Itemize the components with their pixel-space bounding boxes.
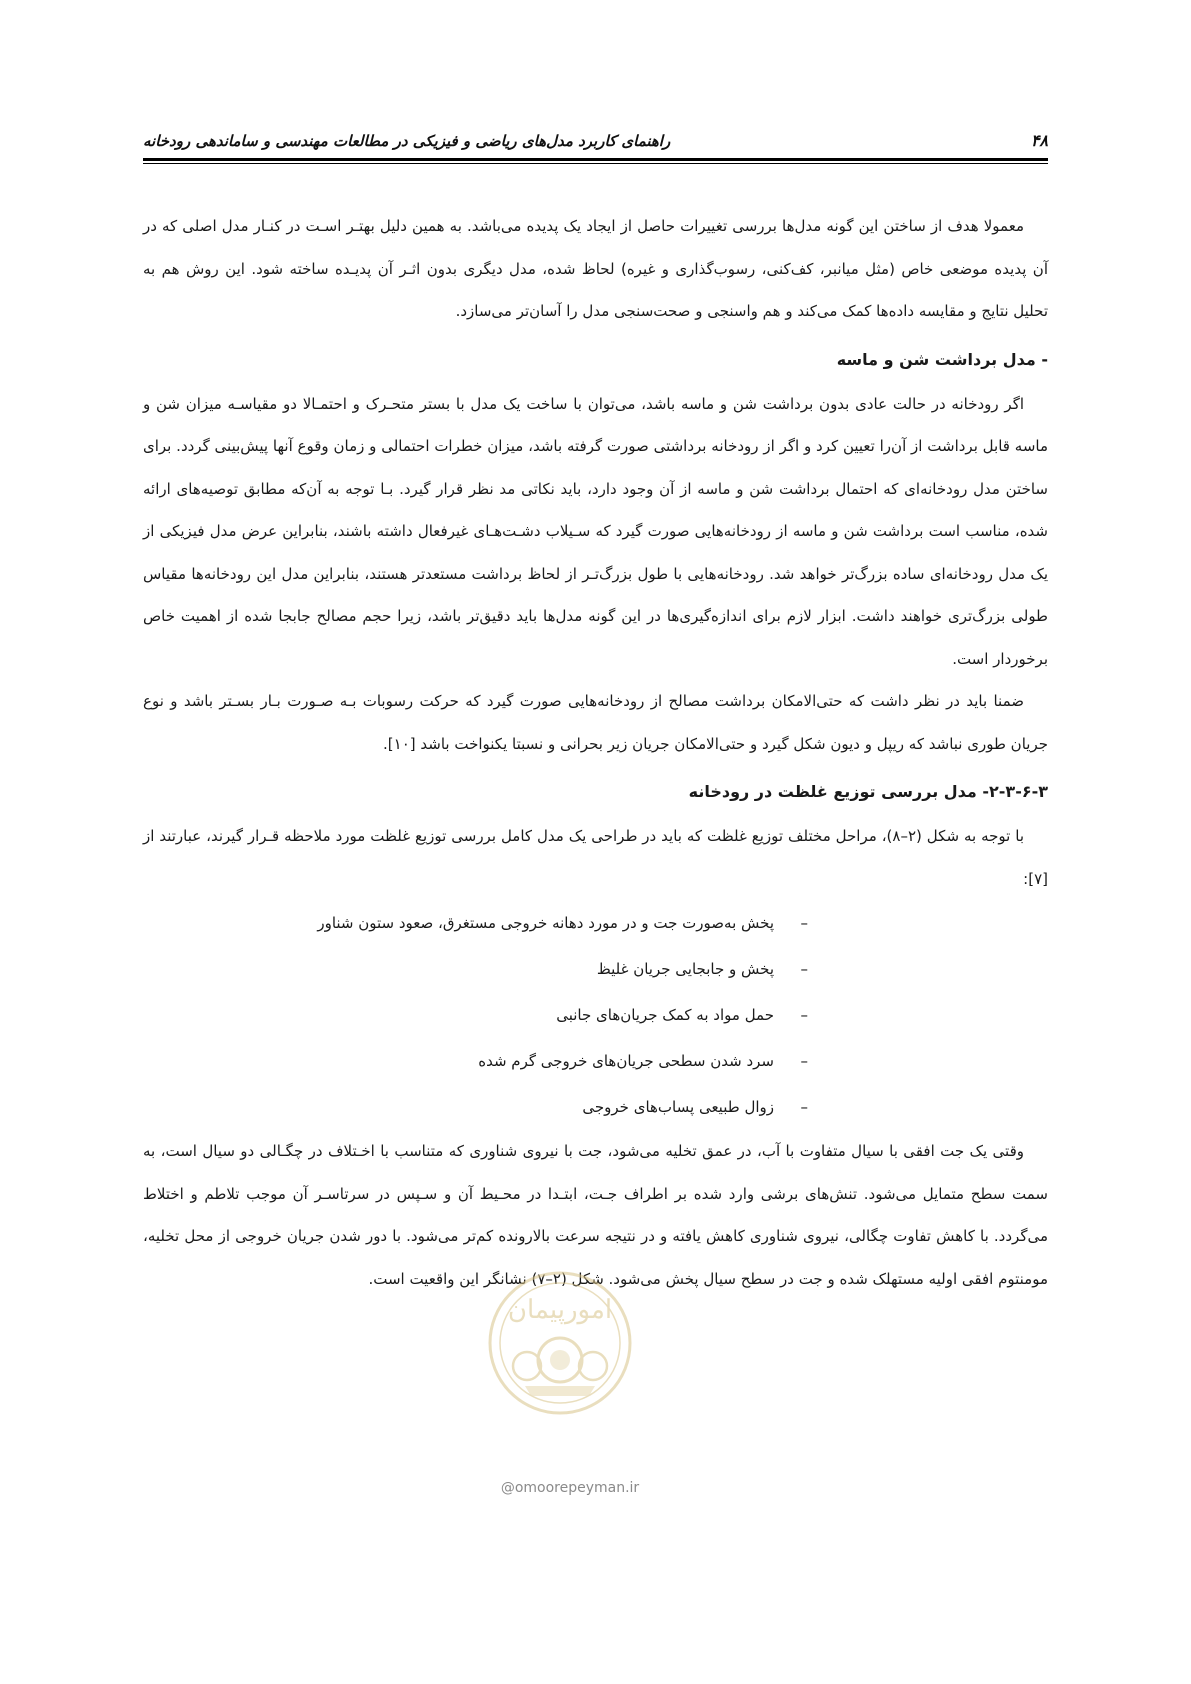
concentration-stages-list	[143, 900, 1048, 1130]
page-header	[143, 122, 1048, 158]
paragraph-model-purpose: معمولا هدف از ساختن این گونه مدل‌ها بررسی تغییرات حاصل از ایجاد یک پدیده می‌باشد. به همین دلیل بهتـر اسـت در کنـار مدل اصلی که در آن پدیده موضعی خاص (مثل میانبر، کف‌کنی، رسوب‌گذاری و غیره) لحاظ شده، مدل دیگری بدون اثـر آن پدیـده ساخته شود. این روش هم به تحلیل نتایج و مقایسه داده‌ها کمک می‌کند و هم واسنجی و صحت‌سنجی مدل را آسان‌تر می‌سازد.	[143, 217, 1048, 320]
paragraph-sand-gravel: اگر رودخانه در حالت عادی بدون برداشت شن و ماسه باشد، می‌توان با ساخت یک مدل با بستر متحـرک و احتمـالا دو مقیاسـه میزان شن و ماسه قابل برداشت از آن‌را تعیین کرد و اگر از رودخانه برداشتی صورت گرفته باشد، میزان خطرات احتمالی و زمان وقوع آنها پیش‌بینی گردد. برای ساختن مدل رودخانه‌ای که احتمال برداشت شن و ماسه از آن وجود دارد، باید نکاتی مد نظر قرار گیرد. بـا توجه به آن‌که مطابق توصیه‌های ارائه شده، مناسب است برداشت شن و ماسه از رودخانه‌هایی صورت گیرد که سـیلاب دشـت‌هـای غیرفعال داشته باشند، بنابراین عرض مدل فیزیکی از یک مدل رودخانه‌ای ساده بزرگ‌تر خواهد شد. رودخانه‌هایی با طول بزرگ‌تـر از لحاظ برداشت مستعدتر هستند، بنابراین مدل این رودخانه‌ها مقیاس طولی بزرگ‌تری خواهند داشت. ابزار لازم برای اندازه‌گیری‌ها در این گونه مدل‌ها باید دقیق‌تر باشد، زیرا حجم مصالح جابجا شده از اهمیت خاص برخوردار است.	[143, 394, 1048, 668]
list-item: –زوال طبیعی پساب‌های خروجی	[143, 1084, 808, 1130]
list-item: –پخش به‌صورت جت و در مورد دهانه خروجی مستغرق، صعود ستون شناور	[143, 900, 808, 946]
list-marker: –	[800, 914, 808, 932]
paragraph-extraction-conditions: ضمنا باید در نظر داشت که حتی‌الامکان برداشت مصالح از رودخانه‌هایی صورت گیرد که حرکت رسوبات بـه صـورت بـار بسـتر باشد و نوع جریان طوری نباشد که ریپل و دیون شکل گیرد و حتی‌الامکان جریان زیر بحرانی و نسبتا یکنواخت باشد [۱۰].	[143, 692, 1048, 753]
page-number: ۴۸	[1030, 131, 1048, 150]
header-rule	[143, 158, 1048, 164]
list-marker: –	[800, 1006, 808, 1024]
svg-text:امورپیمان: امورپیمان	[507, 1295, 613, 1325]
watermark-url: @omoorepeyman.ir	[500, 1480, 640, 1496]
list-item: –پخش و جابجایی جریان غلیظ	[143, 946, 808, 992]
section-heading-sand-gravel: - مدل برداشت شن و ماسه	[836, 349, 1048, 369]
list-marker: –	[800, 1052, 808, 1070]
running-title: راهنمای کاربرد مدل‌های ریاضی و فیزیکی در مطالعات مهندسی و ساماندهی رودخانه	[143, 132, 671, 150]
paragraph-concentration-intro: با توجه به شکل (۲–۸)، مراحل مختلف توزیع غلظت که باید در طراحی یک مدل کامل بررسی توزیع غلظت مورد ملاحظه قـرار گیرند، عبارتند از [۷]:	[143, 827, 1048, 888]
seal-icon	[485, 1268, 635, 1418]
list-item: –سرد شدن سطحی جریان‌های خروجی گرم شده	[143, 1038, 808, 1084]
watermark-logo	[485, 1268, 635, 1418]
paragraph-jet-behavior: وقتی یک جت افقی با سیال متفاوت با آب، در عمق تخلیه می‌شود، جت با نیروی شناوری که متناسب با اخـتلاف در چگـالی دو سیال است، به سمت سطح متمایل می‌شود. تنش‌های برشی وارد شده بر اطراف جـت، ابتـدا در محـیط آن و سـپس در سرتاسـر آن موجب تلاطم و اختلاط می‌گردد. با کاهش تفاوت چگالی، نیروی شناوری کاهش یافته و در نتیجه سرعت بالارونده کم‌تر می‌شود. با دور شدن جریان خروجی از محل تخلیه، مومنتوم افقی اولیه مستهلک شده و جت در سطح سیال پخش می‌شود. شکل (۲–۷) نشانگر این واقعیت است.	[143, 1142, 1048, 1288]
section-heading-concentration: ۲-۳-۶-۳- مدل بررسی توزیع غلظت در رودخانه	[688, 782, 1048, 801]
list-item: –حمل مواد به کمک جریان‌های جانبی	[143, 992, 808, 1038]
page-content	[143, 205, 1048, 1300]
list-marker: –	[800, 960, 808, 978]
list-marker: –	[800, 1098, 808, 1116]
